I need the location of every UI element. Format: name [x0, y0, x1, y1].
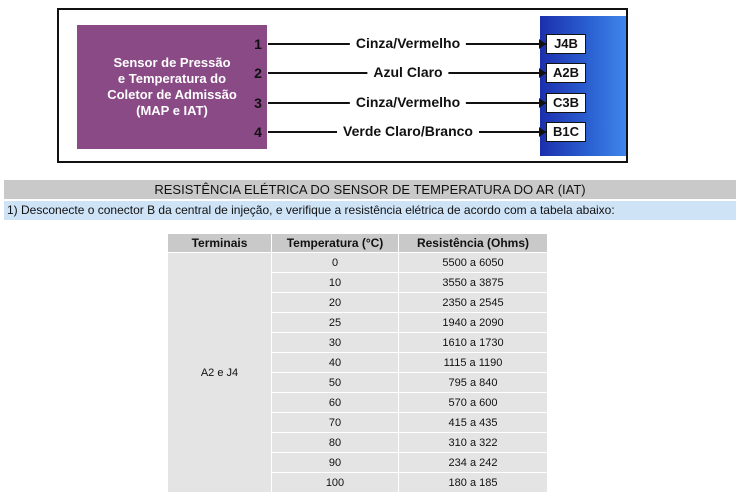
pin-4-label: 4 — [254, 124, 262, 140]
temperature-cell: 50 — [272, 373, 398, 392]
instruction-text: 1) Desconecte o conector B da central de injeção, e verifique a resistência elétrica de acordo com a tabela abaixo: — [4, 201, 736, 220]
pin-1-label: 1 — [254, 36, 262, 52]
wire-1-arrow — [539, 39, 546, 49]
resistance-cell: 310 a 322 — [399, 433, 547, 452]
temperature-cell: 40 — [272, 353, 398, 372]
wire-3-arrow — [539, 98, 546, 108]
resistance-cell: 1610 a 1730 — [399, 333, 547, 352]
resistance-cell: 3550 a 3875 — [399, 273, 547, 292]
wire-4-arrow — [539, 127, 546, 137]
temperature-cell: 60 — [272, 393, 398, 412]
temperature-cell: 10 — [272, 273, 398, 292]
wire-4-color-label: Verde Claro/Branco — [337, 123, 479, 139]
terminals-cell: A2 e J4 — [168, 253, 271, 492]
resistance-cell: 1940 a 2090 — [399, 313, 547, 332]
temperature-cell: 70 — [272, 413, 398, 432]
header-terminais: Terminais — [168, 234, 271, 252]
terminal-3-label: C3B — [546, 93, 586, 113]
resistance-cell: 415 a 435 — [399, 413, 547, 432]
wire-2-arrow — [539, 68, 546, 78]
sensor-block — [77, 25, 267, 149]
resistance-cell: 570 a 600 — [399, 393, 547, 412]
wiring-diagram — [57, 8, 628, 163]
wire-3-color-label: Cinza/Vermelho — [350, 94, 466, 110]
resistance-cell: 2350 a 2545 — [399, 293, 547, 312]
terminal-4-label: B1C — [546, 122, 586, 142]
resistance-cell: 234 a 242 — [399, 453, 547, 472]
temperature-cell: 25 — [272, 313, 398, 332]
table-header-row — [168, 234, 547, 252]
wire-1-color-label: Cinza/Vermelho — [350, 35, 466, 51]
terminal-1-label: J4B — [546, 34, 586, 54]
header-temperatura: Temperatura (°C) — [272, 234, 398, 252]
wire-2-color-label: Azul Claro — [367, 64, 448, 80]
table-row — [168, 253, 547, 272]
sensor-label: Sensor de Pressão e Temperatura do Coletor de Admissão (MAP e IAT) — [107, 55, 237, 118]
temperature-cell: 80 — [272, 433, 398, 452]
pin-3-label: 3 — [254, 95, 262, 111]
resistance-cell: 5500 a 6050 — [399, 253, 547, 272]
resistance-table — [167, 233, 548, 493]
temperature-cell: 0 — [272, 253, 398, 272]
temperature-cell: 90 — [272, 453, 398, 472]
temperature-cell: 30 — [272, 333, 398, 352]
header-resistencia: Resistência (Ohms) — [399, 234, 547, 252]
resistance-cell: 180 a 185 — [399, 473, 547, 492]
temperature-cell: 100 — [272, 473, 398, 492]
table-body — [168, 253, 547, 492]
section-title: RESISTÊNCIA ELÉTRICA DO SENSOR DE TEMPERATURA DO AR (IAT) — [4, 180, 736, 199]
temperature-cell: 20 — [272, 293, 398, 312]
resistance-cell: 1115 a 1190 — [399, 353, 547, 372]
resistance-cell: 795 a 840 — [399, 373, 547, 392]
terminal-2-label: A2B — [546, 63, 586, 83]
pin-2-label: 2 — [254, 65, 262, 81]
